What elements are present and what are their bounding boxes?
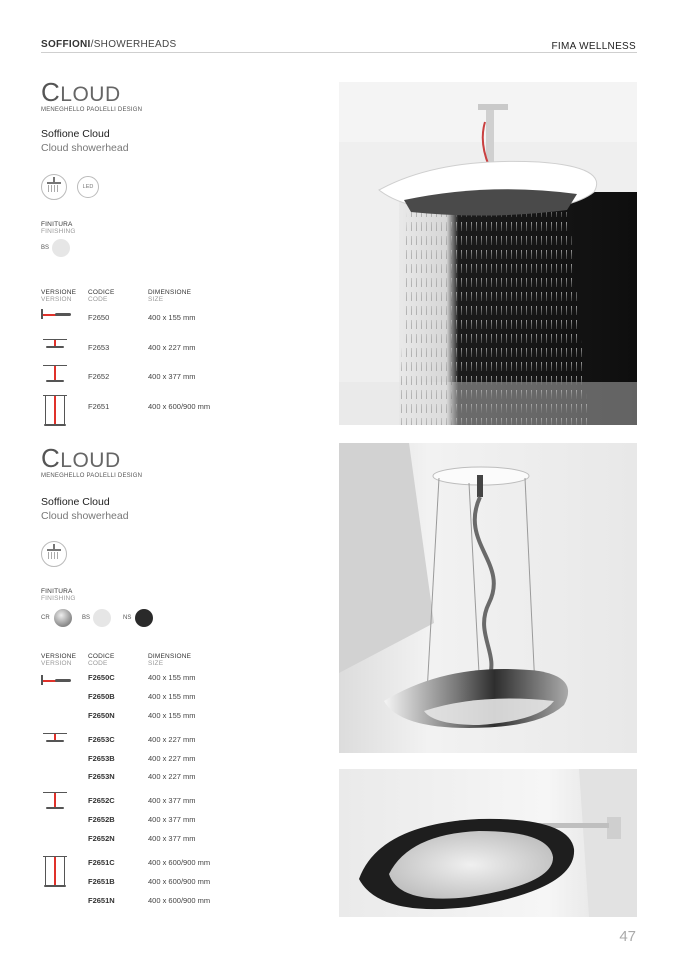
col-code-en: CODE [88, 296, 108, 303]
col-dim-en: SIZE [148, 296, 164, 303]
col-dim-it: DIMENSIONE [148, 653, 192, 660]
page-number: 47 [619, 928, 636, 945]
table-row: F2650 400 x 155 mm [88, 313, 196, 322]
col-version-en: VERSION [41, 296, 72, 303]
product-name-en: Cloud showerhead [41, 142, 129, 154]
table-row: F2652B 400 x 377 mm [88, 815, 196, 824]
header-divider [41, 52, 637, 53]
col-code-it: CODICE [88, 289, 115, 296]
finish-code-cr: CR [41, 615, 50, 621]
table-row: F2651C 400 x 600/900 mm [88, 858, 211, 867]
finish-swatch-bs [93, 609, 111, 627]
finish-code-ns: NS [123, 615, 132, 621]
product-name-en: Cloud showerhead [41, 510, 129, 522]
table-row: F2652C 400 x 377 mm [88, 796, 196, 805]
product-section-2 [41, 443, 301, 918]
col-code-en: CODE [88, 660, 108, 667]
table-row: F2652N 400 x 377 mm [88, 834, 196, 843]
category-heading [41, 39, 176, 50]
table-row: F2651 400 x 600/900 mm [88, 402, 211, 411]
finish-label-en: FINISHING [41, 595, 76, 602]
led-icon: LED [77, 176, 99, 198]
table-row: F2650B 400 x 155 mm [88, 692, 196, 701]
table-row: F2653B 400 x 227 mm [88, 754, 196, 763]
finish-swatch-cr [54, 609, 72, 627]
product-title: CLOUD [41, 77, 121, 107]
wall-shower-photo [339, 769, 637, 917]
finish-label-it: FINITURA [41, 588, 73, 595]
table-row: F2650C 400 x 155 mm [88, 673, 196, 682]
col-version-en: VERSION [41, 660, 72, 667]
col-version-it: VERSIONE [41, 653, 77, 660]
shower-icon [41, 174, 67, 200]
product-name-it: Soffione Cloud [41, 496, 110, 508]
suspended-shower-photo [339, 443, 637, 753]
col-version-it: VERSIONE [41, 289, 77, 296]
table-row: F2652 400 x 377 mm [88, 372, 196, 381]
col-dim-it: DIMENSIONE [148, 289, 192, 296]
table-row: F2653 400 x 227 mm [88, 343, 196, 352]
col-dim-en: SIZE [148, 660, 164, 667]
product-name-it: Soffione Cloud [41, 128, 110, 140]
brand-name: FIMA WELLNESS [551, 41, 636, 52]
table-row: F2653N 400 x 227 mm [88, 772, 196, 781]
table-row: F2653C 400 x 227 mm [88, 735, 196, 744]
category-en: /SHOWERHEADS [90, 39, 177, 50]
table-row: F2651N 400 x 600/900 mm [88, 896, 211, 905]
finish-label-it: FINITURA [41, 221, 73, 228]
designer-label: MENEGHELLO PAOLELLI DESIGN [41, 107, 143, 113]
finish-code-bs: BS [82, 615, 91, 621]
finish-swatch-bs [52, 239, 70, 257]
designer-label: MENEGHELLO PAOLELLI DESIGN [41, 473, 143, 479]
ceiling-shower-photo [339, 82, 637, 425]
category-it: SOFFIONI [41, 39, 91, 50]
table-row: F2651B 400 x 600/900 mm [88, 877, 211, 886]
finish-code-bs: BS [41, 245, 50, 251]
finish-label-en: FINISHING [41, 228, 76, 235]
product-section-1 [41, 77, 301, 422]
product-title: CLOUD [41, 443, 121, 473]
table-row: F2650N 400 x 155 mm [88, 711, 196, 720]
shower-icon [41, 541, 67, 567]
col-code-it: CODICE [88, 653, 115, 660]
finish-swatch-ns [135, 609, 153, 627]
